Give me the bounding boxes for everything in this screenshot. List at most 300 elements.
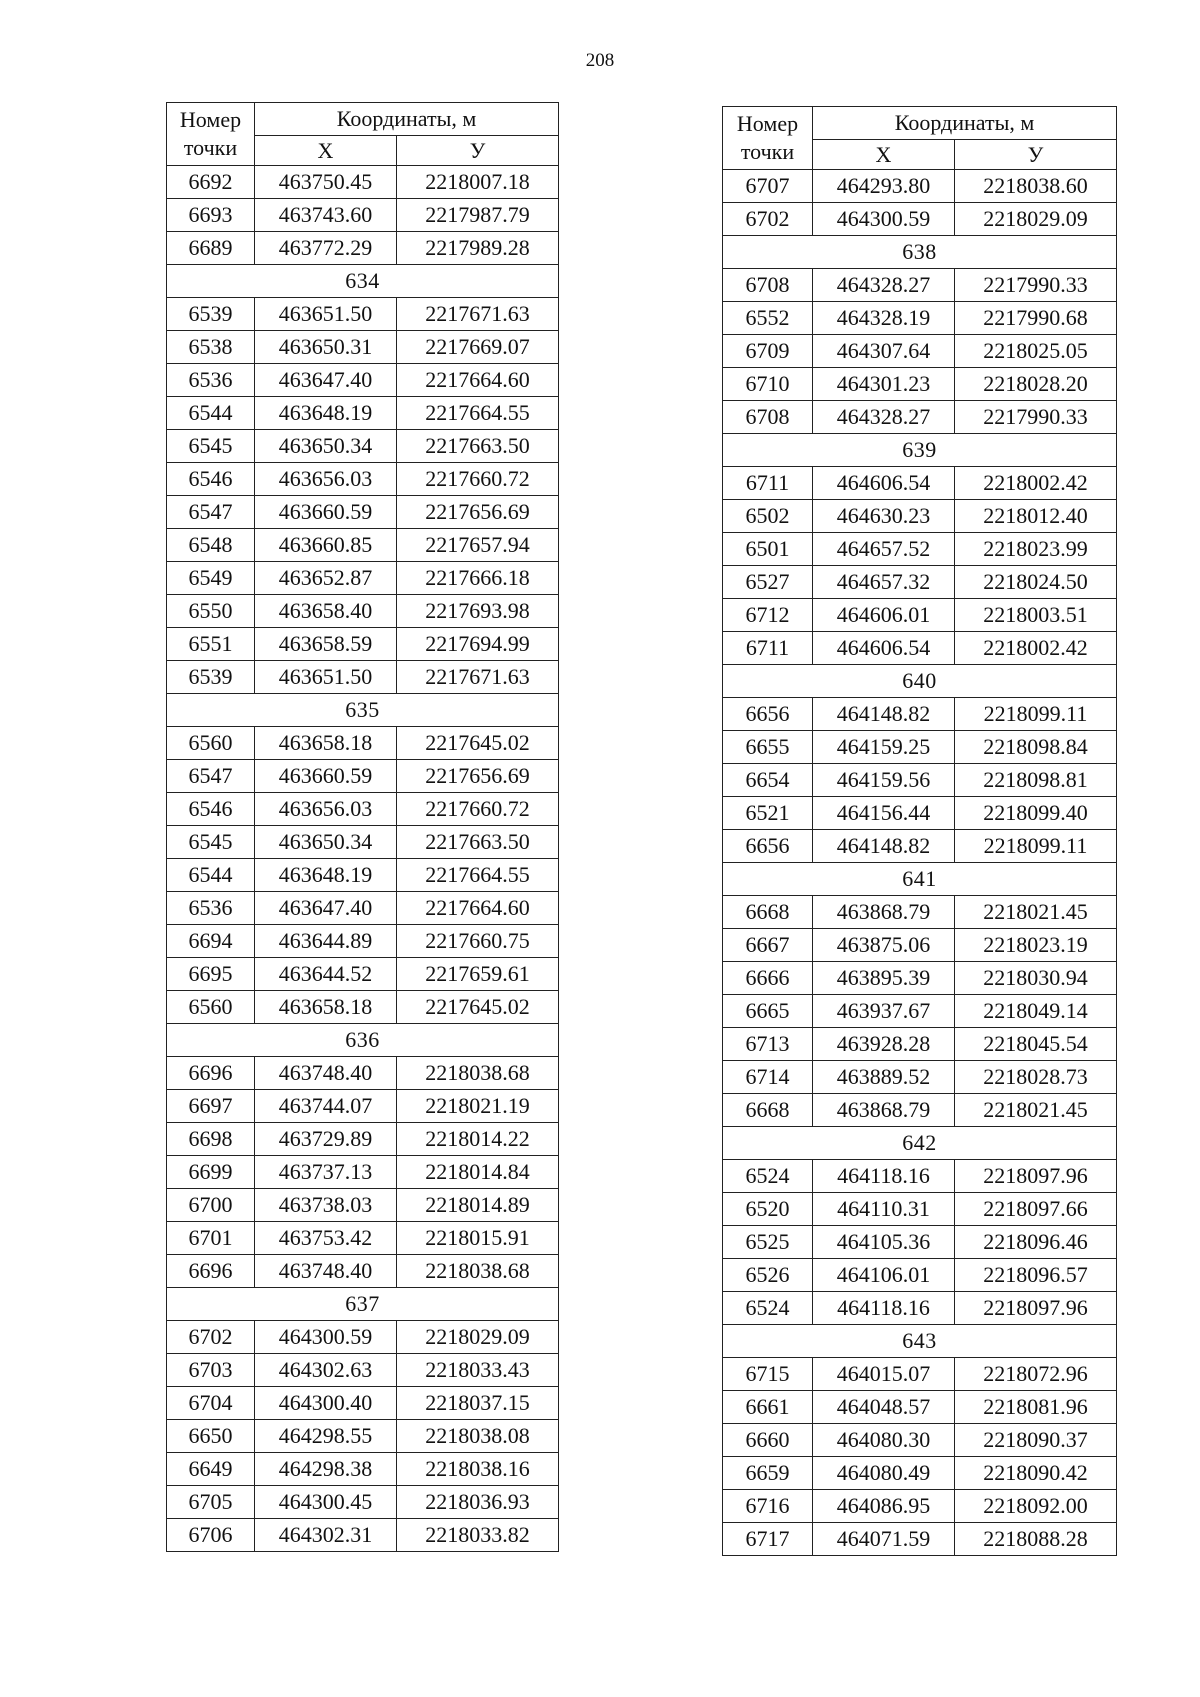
x-coordinate-cell: 463647.40 — [255, 364, 397, 397]
point-number-cell: 6717 — [723, 1523, 813, 1556]
point-number-cell: 6698 — [167, 1123, 255, 1156]
y-coordinate-cell: 2218096.57 — [955, 1259, 1117, 1292]
x-coordinate-cell: 463658.40 — [255, 595, 397, 628]
table-row — [723, 1193, 1117, 1226]
table-row — [167, 430, 559, 463]
x-coordinate-cell: 463648.19 — [255, 859, 397, 892]
x-coordinate-cell: 463750.45 — [255, 166, 397, 199]
point-number-cell: 6709 — [723, 335, 813, 368]
x-coordinate-cell: 463658.18 — [255, 727, 397, 760]
y-coordinate-cell: 2218002.42 — [955, 467, 1117, 500]
x-coordinate-cell: 463658.59 — [255, 628, 397, 661]
y-coordinate-cell: 2218024.50 — [955, 566, 1117, 599]
y-coordinate-cell: 2218002.42 — [955, 632, 1117, 665]
y-coordinate-cell: 2217989.28 — [397, 232, 559, 265]
y-coordinate-cell: 2218098.81 — [955, 764, 1117, 797]
x-coordinate-cell: 464106.01 — [813, 1259, 955, 1292]
point-number-cell: 6552 — [723, 302, 813, 335]
header-point-number-line2: точки — [183, 135, 238, 160]
x-coordinate-cell: 463644.89 — [255, 925, 397, 958]
y-coordinate-cell: 2218049.14 — [955, 995, 1117, 1028]
table-row — [167, 958, 559, 991]
table-header-row — [167, 103, 559, 136]
y-coordinate-cell: 2218029.09 — [955, 203, 1117, 236]
table-row — [167, 1189, 559, 1222]
table-row — [723, 302, 1117, 335]
x-coordinate-cell: 463868.79 — [813, 1094, 955, 1127]
point-number-cell: 6656 — [723, 698, 813, 731]
table-row — [723, 1160, 1117, 1193]
table-row — [167, 364, 559, 397]
table-row — [723, 764, 1117, 797]
table-row — [167, 595, 559, 628]
y-coordinate-cell: 2218021.45 — [955, 1094, 1117, 1127]
y-coordinate-cell: 2217663.50 — [397, 430, 559, 463]
table-row — [167, 628, 559, 661]
x-coordinate-cell: 463652.87 — [255, 562, 397, 595]
x-coordinate-cell: 463928.28 — [813, 1028, 955, 1061]
x-coordinate-cell: 463743.60 — [255, 199, 397, 232]
point-number-cell: 6536 — [167, 892, 255, 925]
y-coordinate-cell: 2218090.37 — [955, 1424, 1117, 1457]
x-coordinate-cell: 463660.59 — [255, 760, 397, 793]
y-coordinate-cell: 2218038.16 — [397, 1453, 559, 1486]
point-number-cell: 6525 — [723, 1226, 813, 1259]
point-number-cell: 6539 — [167, 661, 255, 694]
header-point-number-line2: точки — [740, 139, 795, 164]
table-row — [723, 698, 1117, 731]
x-coordinate-cell: 464606.54 — [813, 467, 955, 500]
point-number-cell: 6702 — [723, 203, 813, 236]
point-number-cell: 6701 — [167, 1222, 255, 1255]
table-row — [723, 1424, 1117, 1457]
x-coordinate-cell: 463748.40 — [255, 1255, 397, 1288]
y-coordinate-cell: 2218015.91 — [397, 1222, 559, 1255]
y-coordinate-cell: 2218072.96 — [955, 1358, 1117, 1391]
y-coordinate-cell: 2218021.45 — [955, 896, 1117, 929]
y-coordinate-cell: 2217664.55 — [397, 859, 559, 892]
table-row — [167, 661, 559, 694]
header-x: Х — [813, 140, 955, 170]
point-number-cell: 6689 — [167, 232, 255, 265]
x-coordinate-cell: 464300.59 — [813, 203, 955, 236]
x-coordinate-cell: 464118.16 — [813, 1160, 955, 1193]
point-number-cell: 6536 — [167, 364, 255, 397]
point-number-cell: 6548 — [167, 529, 255, 562]
table-row — [167, 298, 559, 331]
table-row — [167, 1453, 559, 1486]
point-number-cell: 6666 — [723, 962, 813, 995]
y-coordinate-cell: 2218090.42 — [955, 1457, 1117, 1490]
table-row — [167, 331, 559, 364]
x-coordinate-cell: 464080.49 — [813, 1457, 955, 1490]
table-row — [167, 1519, 559, 1552]
table-row — [723, 632, 1117, 665]
y-coordinate-cell: 2218033.43 — [397, 1354, 559, 1387]
table-row — [723, 566, 1117, 599]
x-coordinate-cell: 463738.03 — [255, 1189, 397, 1222]
point-number-cell: 6549 — [167, 562, 255, 595]
point-number-cell: 6699 — [167, 1156, 255, 1189]
x-coordinate-cell: 463660.59 — [255, 496, 397, 529]
group-row — [723, 434, 1117, 467]
table-row — [723, 170, 1117, 203]
y-coordinate-cell: 2218092.00 — [955, 1490, 1117, 1523]
group-row — [723, 1325, 1117, 1358]
table-row — [723, 1094, 1117, 1127]
x-coordinate-cell: 464328.27 — [813, 269, 955, 302]
table-row — [723, 1457, 1117, 1490]
point-number-cell: 6550 — [167, 595, 255, 628]
y-coordinate-cell: 2217671.63 — [397, 298, 559, 331]
x-coordinate-cell: 464630.23 — [813, 500, 955, 533]
x-coordinate-cell: 464657.52 — [813, 533, 955, 566]
point-number-cell: 6697 — [167, 1090, 255, 1123]
table-row — [167, 991, 559, 1024]
point-number-cell: 6713 — [723, 1028, 813, 1061]
table-row — [167, 496, 559, 529]
table-row — [723, 599, 1117, 632]
table-row — [167, 826, 559, 859]
x-coordinate-cell: 464301.23 — [813, 368, 955, 401]
table-row — [167, 925, 559, 958]
point-number-cell: 6654 — [723, 764, 813, 797]
y-coordinate-cell: 2218097.96 — [955, 1292, 1117, 1325]
table-row — [723, 1523, 1117, 1556]
x-coordinate-cell: 464657.32 — [813, 566, 955, 599]
x-coordinate-cell: 463660.85 — [255, 529, 397, 562]
x-coordinate-cell: 463656.03 — [255, 463, 397, 496]
group-row — [723, 863, 1117, 896]
x-coordinate-cell: 464148.82 — [813, 698, 955, 731]
table-row — [167, 463, 559, 496]
coordinates-table-left — [166, 102, 559, 1552]
x-coordinate-cell: 463650.31 — [255, 331, 397, 364]
y-coordinate-cell: 2218012.40 — [955, 500, 1117, 533]
header-x: Х — [255, 136, 397, 166]
point-number-cell: 6667 — [723, 929, 813, 962]
table-row — [167, 199, 559, 232]
point-number-cell: 6696 — [167, 1255, 255, 1288]
y-coordinate-cell: 2217664.60 — [397, 892, 559, 925]
y-coordinate-cell: 2217660.75 — [397, 925, 559, 958]
x-coordinate-cell: 464298.38 — [255, 1453, 397, 1486]
table-row — [723, 1028, 1117, 1061]
header-point-number — [167, 103, 255, 166]
table-row — [167, 727, 559, 760]
point-number-cell: 6546 — [167, 793, 255, 826]
table-row — [723, 731, 1117, 764]
y-coordinate-cell: 2217660.72 — [397, 463, 559, 496]
point-number-cell: 6714 — [723, 1061, 813, 1094]
x-coordinate-cell: 464302.63 — [255, 1354, 397, 1387]
group-row — [723, 236, 1117, 269]
point-number-cell: 6560 — [167, 727, 255, 760]
x-coordinate-cell: 463937.67 — [813, 995, 955, 1028]
header-point-number-line1: Номер — [736, 111, 799, 136]
y-coordinate-cell: 2217990.33 — [955, 269, 1117, 302]
y-coordinate-cell: 2218038.08 — [397, 1420, 559, 1453]
y-coordinate-cell: 2217990.33 — [955, 401, 1117, 434]
header-coordinates: Координаты, м — [813, 107, 1117, 140]
point-number-cell: 6695 — [167, 958, 255, 991]
point-number-cell: 6711 — [723, 467, 813, 500]
y-coordinate-cell: 2217659.61 — [397, 958, 559, 991]
table-row — [723, 1391, 1117, 1424]
point-number-cell: 6539 — [167, 298, 255, 331]
x-coordinate-cell: 463651.50 — [255, 298, 397, 331]
point-number-cell: 6546 — [167, 463, 255, 496]
y-coordinate-cell: 2218029.09 — [397, 1321, 559, 1354]
group-label: 640 — [723, 665, 1117, 698]
x-coordinate-cell: 464105.36 — [813, 1226, 955, 1259]
table-row — [167, 793, 559, 826]
x-coordinate-cell: 464328.19 — [813, 302, 955, 335]
y-coordinate-cell: 2218025.05 — [955, 335, 1117, 368]
table-row — [167, 1321, 559, 1354]
group-label: 636 — [167, 1024, 559, 1057]
point-number-cell: 6551 — [167, 628, 255, 661]
y-coordinate-cell: 2217693.98 — [397, 595, 559, 628]
table-row — [167, 760, 559, 793]
x-coordinate-cell: 463895.39 — [813, 962, 955, 995]
x-coordinate-cell: 463744.07 — [255, 1090, 397, 1123]
x-coordinate-cell: 463656.03 — [255, 793, 397, 826]
point-number-cell: 6527 — [723, 566, 813, 599]
header-y: У — [397, 136, 559, 166]
group-row — [167, 265, 559, 298]
point-number-cell: 6692 — [167, 166, 255, 199]
header-coordinates: Координаты, м — [255, 103, 559, 136]
table-row — [167, 1090, 559, 1123]
point-number-cell: 6521 — [723, 797, 813, 830]
point-number-cell: 6660 — [723, 1424, 813, 1457]
group-row — [723, 665, 1117, 698]
table-row — [167, 232, 559, 265]
x-coordinate-cell: 464015.07 — [813, 1358, 955, 1391]
table-row — [723, 830, 1117, 863]
table-row — [723, 1358, 1117, 1391]
y-coordinate-cell: 2218038.68 — [397, 1255, 559, 1288]
group-label: 634 — [167, 265, 559, 298]
y-coordinate-cell: 2218099.11 — [955, 698, 1117, 731]
table-row — [167, 1222, 559, 1255]
table-row — [167, 892, 559, 925]
y-coordinate-cell: 2217660.72 — [397, 793, 559, 826]
x-coordinate-cell: 464302.31 — [255, 1519, 397, 1552]
point-number-cell: 6694 — [167, 925, 255, 958]
y-coordinate-cell: 2217645.02 — [397, 991, 559, 1024]
point-number-cell: 6524 — [723, 1160, 813, 1193]
x-coordinate-cell: 464606.01 — [813, 599, 955, 632]
group-row — [167, 1024, 559, 1057]
coordinates-table-right — [722, 106, 1117, 1556]
y-coordinate-cell: 2217664.55 — [397, 397, 559, 430]
x-coordinate-cell: 464298.55 — [255, 1420, 397, 1453]
point-number-cell: 6693 — [167, 199, 255, 232]
y-coordinate-cell: 2217645.02 — [397, 727, 559, 760]
x-coordinate-cell: 464071.59 — [813, 1523, 955, 1556]
x-coordinate-cell: 464148.82 — [813, 830, 955, 863]
table-row — [723, 500, 1117, 533]
table-row — [723, 1061, 1117, 1094]
x-coordinate-cell: 464086.95 — [813, 1490, 955, 1523]
table-row — [167, 1156, 559, 1189]
table-row — [167, 1354, 559, 1387]
y-coordinate-cell: 2218030.94 — [955, 962, 1117, 995]
point-number-cell: 6538 — [167, 331, 255, 364]
x-coordinate-cell: 463658.18 — [255, 991, 397, 1024]
point-number-cell: 6661 — [723, 1391, 813, 1424]
y-coordinate-cell: 2217694.99 — [397, 628, 559, 661]
point-number-cell: 6704 — [167, 1387, 255, 1420]
table-row — [167, 529, 559, 562]
point-number-cell: 6708 — [723, 269, 813, 302]
x-coordinate-cell: 463729.89 — [255, 1123, 397, 1156]
header-point-number-line1: Номер — [179, 107, 242, 132]
x-coordinate-cell: 464118.16 — [813, 1292, 955, 1325]
x-coordinate-cell: 463644.52 — [255, 958, 397, 991]
table-row — [723, 1259, 1117, 1292]
table-row — [723, 269, 1117, 302]
group-label: 635 — [167, 694, 559, 727]
table-row — [723, 896, 1117, 929]
point-number-cell: 6700 — [167, 1189, 255, 1222]
y-coordinate-cell: 2217656.69 — [397, 760, 559, 793]
table-row — [167, 1057, 559, 1090]
x-coordinate-cell: 463772.29 — [255, 232, 397, 265]
table-row — [723, 929, 1117, 962]
table-row — [723, 335, 1117, 368]
x-coordinate-cell: 464159.25 — [813, 731, 955, 764]
x-coordinate-cell: 463651.50 — [255, 661, 397, 694]
group-label: 641 — [723, 863, 1117, 896]
y-coordinate-cell: 2218028.73 — [955, 1061, 1117, 1094]
point-number-cell: 6715 — [723, 1358, 813, 1391]
page-number: 208 — [585, 50, 615, 71]
y-coordinate-cell: 2218081.96 — [955, 1391, 1117, 1424]
point-number-cell: 6705 — [167, 1486, 255, 1519]
point-number-cell: 6668 — [723, 896, 813, 929]
point-number-cell: 6706 — [167, 1519, 255, 1552]
x-coordinate-cell: 463889.52 — [813, 1061, 955, 1094]
y-coordinate-cell: 2217990.68 — [955, 302, 1117, 335]
y-coordinate-cell: 2218033.82 — [397, 1519, 559, 1552]
y-coordinate-cell: 2217669.07 — [397, 331, 559, 364]
x-coordinate-cell: 463875.06 — [813, 929, 955, 962]
point-number-cell: 6502 — [723, 500, 813, 533]
x-coordinate-cell: 464048.57 — [813, 1391, 955, 1424]
y-coordinate-cell: 2218098.84 — [955, 731, 1117, 764]
table-row — [167, 397, 559, 430]
point-number-cell: 6547 — [167, 760, 255, 793]
table-row — [167, 166, 559, 199]
group-label: 637 — [167, 1288, 559, 1321]
point-number-cell: 6716 — [723, 1490, 813, 1523]
y-coordinate-cell: 2217663.50 — [397, 826, 559, 859]
point-number-cell: 6524 — [723, 1292, 813, 1325]
y-coordinate-cell: 2217656.69 — [397, 496, 559, 529]
y-coordinate-cell: 2218099.11 — [955, 830, 1117, 863]
y-coordinate-cell: 2218014.89 — [397, 1189, 559, 1222]
y-coordinate-cell: 2218007.18 — [397, 166, 559, 199]
y-coordinate-cell: 2218096.46 — [955, 1226, 1117, 1259]
x-coordinate-cell: 463868.79 — [813, 896, 955, 929]
group-label: 643 — [723, 1325, 1117, 1358]
x-coordinate-cell: 463648.19 — [255, 397, 397, 430]
point-number-cell: 6696 — [167, 1057, 255, 1090]
x-coordinate-cell: 463753.42 — [255, 1222, 397, 1255]
group-label: 639 — [723, 434, 1117, 467]
y-coordinate-cell: 2218097.66 — [955, 1193, 1117, 1226]
table-row — [723, 401, 1117, 434]
y-coordinate-cell: 2218036.93 — [397, 1486, 559, 1519]
table-row — [167, 1123, 559, 1156]
y-coordinate-cell: 2218023.19 — [955, 929, 1117, 962]
y-coordinate-cell: 2217657.94 — [397, 529, 559, 562]
y-coordinate-cell: 2217664.60 — [397, 364, 559, 397]
group-row — [167, 1288, 559, 1321]
point-number-cell: 6544 — [167, 859, 255, 892]
table-row — [723, 1292, 1117, 1325]
y-coordinate-cell: 2218014.22 — [397, 1123, 559, 1156]
x-coordinate-cell: 464300.45 — [255, 1486, 397, 1519]
x-coordinate-cell: 463748.40 — [255, 1057, 397, 1090]
point-number-cell: 6665 — [723, 995, 813, 1028]
point-number-cell: 6702 — [167, 1321, 255, 1354]
y-coordinate-cell: 2218097.96 — [955, 1160, 1117, 1193]
table-row — [167, 1420, 559, 1453]
y-coordinate-cell: 2218028.20 — [955, 368, 1117, 401]
x-coordinate-cell: 464328.27 — [813, 401, 955, 434]
point-number-cell: 6650 — [167, 1420, 255, 1453]
y-coordinate-cell: 2218038.68 — [397, 1057, 559, 1090]
table-row — [723, 1490, 1117, 1523]
point-number-cell: 6526 — [723, 1259, 813, 1292]
y-coordinate-cell: 2218021.19 — [397, 1090, 559, 1123]
point-number-cell: 6649 — [167, 1453, 255, 1486]
table-row — [723, 368, 1117, 401]
x-coordinate-cell: 464110.31 — [813, 1193, 955, 1226]
point-number-cell: 6712 — [723, 599, 813, 632]
point-number-cell: 6656 — [723, 830, 813, 863]
point-number-cell: 6501 — [723, 533, 813, 566]
y-coordinate-cell: 2218003.51 — [955, 599, 1117, 632]
y-coordinate-cell: 2218038.60 — [955, 170, 1117, 203]
x-coordinate-cell: 464300.59 — [255, 1321, 397, 1354]
y-coordinate-cell: 2218023.99 — [955, 533, 1117, 566]
point-number-cell: 6707 — [723, 170, 813, 203]
point-number-cell: 6668 — [723, 1094, 813, 1127]
x-coordinate-cell: 463647.40 — [255, 892, 397, 925]
table-row — [723, 797, 1117, 830]
table-row — [723, 1226, 1117, 1259]
group-row — [167, 694, 559, 727]
table-row — [723, 203, 1117, 236]
table-row — [723, 533, 1117, 566]
point-number-cell: 6708 — [723, 401, 813, 434]
x-coordinate-cell: 463737.13 — [255, 1156, 397, 1189]
x-coordinate-cell: 464606.54 — [813, 632, 955, 665]
x-coordinate-cell: 464300.40 — [255, 1387, 397, 1420]
table-row — [167, 1486, 559, 1519]
point-number-cell: 6659 — [723, 1457, 813, 1490]
point-number-cell: 6544 — [167, 397, 255, 430]
x-coordinate-cell: 464293.80 — [813, 170, 955, 203]
y-coordinate-cell: 2218088.28 — [955, 1523, 1117, 1556]
table-row — [723, 995, 1117, 1028]
point-number-cell: 6560 — [167, 991, 255, 1024]
